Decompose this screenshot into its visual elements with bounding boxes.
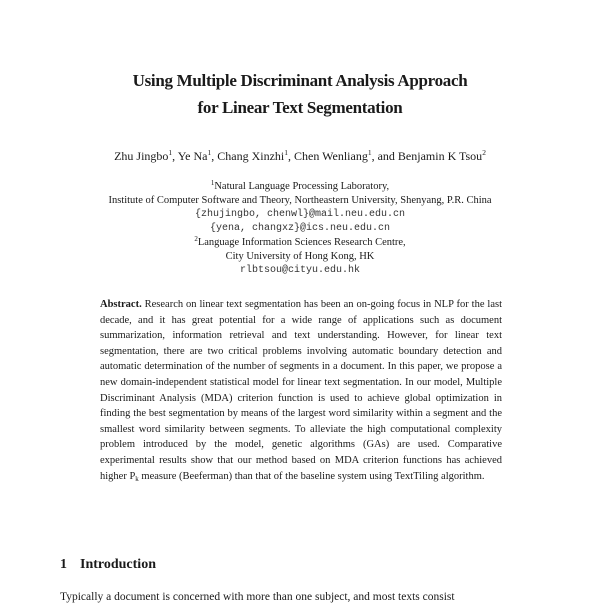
affiliation-2-email: rlbtsou@cityu.edu.hk xyxy=(239,265,361,276)
author-separator: , and xyxy=(371,149,398,163)
abstract-label: Abstract. xyxy=(100,299,142,310)
abstract-text-end: measure (Beeferman) than that of the baseline system using TextTiling algorithm. xyxy=(138,470,485,482)
author-separator: , xyxy=(172,149,178,163)
section-title: Introduction xyxy=(80,557,156,572)
affiliation-2-institution: City University of Hong Kong, HK xyxy=(225,251,375,262)
author-separator: , xyxy=(211,149,218,163)
author-list xyxy=(0,148,600,164)
affiliation-1-name xyxy=(0,180,600,194)
affiliation-1-email-1: {zhujingbo, chenwl}@mail.neu.edu.cn xyxy=(194,209,406,220)
section-number: 1 xyxy=(60,557,67,572)
affiliation-1-email-2: {yena, changxz}@ics.neu.edu.cn xyxy=(209,223,391,234)
affiliation-2-name xyxy=(0,236,600,250)
body-paragraph: Typically a document is concerned with more than one subject, and most texts consist xyxy=(60,591,455,603)
paper-title-line-1: Using Multiple Discriminant Analysis Approach xyxy=(132,71,468,90)
affiliation-1-institution: Institute of Computer Software and Theory, Northeastern University, Shenyang, P.R. China xyxy=(108,195,492,206)
author-affiliation-mark: 1 xyxy=(367,148,372,157)
abstract-subscript: k xyxy=(135,474,139,483)
affiliation-mark: 1 xyxy=(210,179,215,187)
author-affiliation-mark: 1 xyxy=(207,148,212,157)
author-name: Benjamin K Tsou xyxy=(397,149,483,163)
author-affiliation-mark: 1 xyxy=(168,148,173,157)
affiliation-mark: 2 xyxy=(194,235,198,243)
paper-title-line-2: for Linear Text Segmentation xyxy=(197,98,403,117)
author-separator: , xyxy=(288,149,295,163)
abstract xyxy=(100,297,502,484)
author-affiliation-mark: 2 xyxy=(482,148,486,157)
author-affiliation-mark: 1 xyxy=(284,148,289,157)
author-name: Zhu Jingbo xyxy=(114,149,169,163)
section-heading-introduction xyxy=(60,555,156,575)
author-name: Chang Xinzhi xyxy=(217,149,285,163)
author-name: Ye Na xyxy=(177,149,208,163)
affiliation-1-name-text: Natural Language Processing Laboratory, xyxy=(214,181,390,192)
author-name: Chen Wenliang xyxy=(294,149,368,163)
abstract-text: Research on linear text segmentation has been an on-going focus in NLP for the last decade, and it has great potential for a wide range of applications such as document summarization, information retrieval and text understanding. However, for linear text segmentation, there are two critical problems involving automatic boundary detection and automatic determination of the number of segments in a document. In this paper, we propose a new domain-independent statistical model for linear text segmentation. In our model, Multiple Discriminant Analysis (MDA) criterion function is used to achieve global optimization in finding the best segmentation by means of the largest word similarity within a segment and the smallest word similarity between segments. To alleviate the high computational complexity problem introduced by the model, genetic algorithms (GAs) are used. Comparative experimental results show that our method based on MDA criterion functions has achieved higher P xyxy=(100,299,502,482)
affiliation-2-name-text: Language Information Sciences Research Centre, xyxy=(197,237,406,248)
